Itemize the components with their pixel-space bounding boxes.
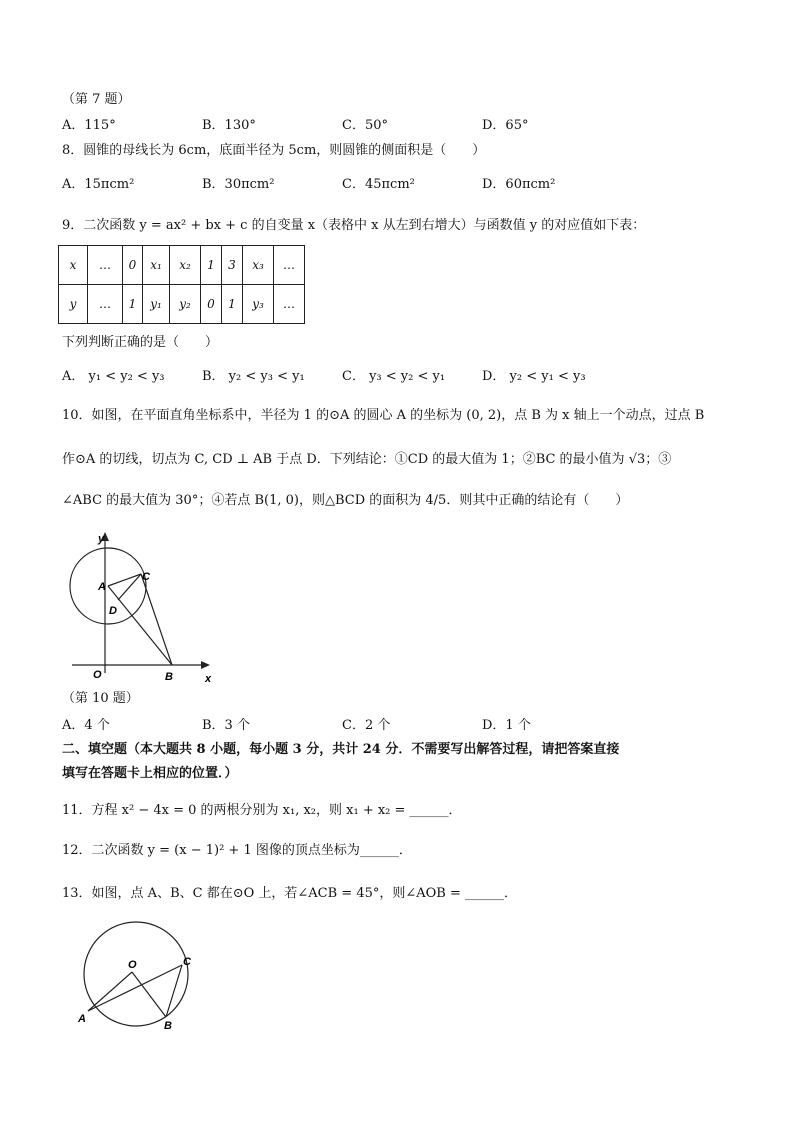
q12-stem: 12．二次函数 y = (x − 1)² + 1 图像的顶点坐标为______． — [62, 843, 412, 858]
table-row-x — [59, 246, 305, 285]
table-cell: y₂ — [170, 285, 201, 324]
table-cell: x₁ — [143, 246, 170, 285]
q13-figure — [70, 918, 210, 1030]
q10-line-1: 10．如图，在平面直角坐标系中，半径为 1 的⊙A 的圆心 A 的坐标为 (0, 2)，点 B 为 x 轴上一个动点，过点 B — [62, 408, 705, 423]
q7-option-d: D．65° — [482, 118, 529, 133]
q10-option-c: C．2 个 — [342, 718, 391, 733]
x-axis-arrow — [201, 661, 210, 669]
q9-value-table — [58, 245, 305, 324]
q7-caption: （第 7 题） — [62, 92, 131, 107]
table-cell: x — [59, 246, 88, 285]
q13-stem: 13．如图，点 A、B、C 都在⊙O 上，若∠ACB = 45°，则∠AOB = ______． — [62, 886, 518, 901]
table-cell: … — [274, 246, 305, 285]
table-cell: … — [274, 285, 305, 324]
q10-option-a: A．4 个 — [62, 718, 110, 733]
label-a: A — [78, 1013, 86, 1025]
q9-option-b: B． y₂ < y₃ < y₁ — [202, 369, 305, 384]
q8-option-b: B．30πcm² — [202, 177, 275, 192]
table-row-y — [59, 285, 305, 324]
q10-caption: （第 10 题） — [62, 691, 139, 706]
q8-stem: 8．圆锥的母线长为 6cm，底面半径为 5cm，则圆锥的侧面积是（ ） — [62, 143, 486, 158]
table-cell: y₃ — [243, 285, 274, 324]
section-2-heading-line-2: 填写在答题卡上相应的位置．） — [62, 766, 238, 781]
table-cell: y — [59, 285, 88, 324]
q10-option-b: B．3 个 — [202, 718, 250, 733]
label-o: O — [128, 959, 137, 971]
table-cell: 0 — [201, 285, 222, 324]
q9-option-c: C． y₃ < y₂ < y₁ — [342, 369, 446, 384]
table-cell: … — [88, 285, 123, 324]
segment-ab — [108, 586, 172, 665]
label-c: C — [142, 571, 150, 583]
q10-figure — [60, 528, 220, 688]
q10-option-d: D．1 个 — [482, 718, 531, 733]
label-c: C — [183, 956, 191, 968]
table-cell: 0 — [123, 246, 143, 285]
q7-option-b: B．130° — [202, 118, 256, 133]
q9-option-d: D． y₂ < y₁ < y₃ — [482, 369, 586, 384]
table-cell: x₂ — [170, 246, 201, 285]
table-cell: y₁ — [143, 285, 170, 324]
q9-option-a: A． y₁ < y₂ < y₃ — [62, 369, 165, 384]
q9-prompt: 下列判断正确的是（ ） — [62, 335, 219, 350]
q10-line-2: 作⊙A 的切线，切点为 C, CD ⊥ AB 于点 D．下列结论：①CD 的最大值为 1；②BC 的最小值为 √3；③ — [62, 452, 672, 467]
q8-option-d: D．60πcm² — [482, 177, 556, 192]
label-b: B — [164, 1020, 172, 1030]
table-cell: 1 — [123, 285, 143, 324]
table-cell: 1 — [201, 246, 222, 285]
circle-o — [84, 922, 188, 1026]
segment-ac — [88, 965, 182, 1011]
label-d: D — [109, 605, 117, 617]
segment-oa — [88, 972, 132, 1011]
q7-option-c: C．50° — [342, 118, 388, 133]
q9-stem: 9．二次函数 y = ax² + bx + c 的自变量 x（表格中 x 从左到右增大）与函数值 y 的对应值如下表： — [62, 218, 646, 233]
q10-line-3: ∠ABC 的最大值为 30°；④若点 B(1, 0)，则△BCD 的面积为 4/5．则其中正确的结论有（ ） — [62, 493, 629, 508]
table-cell: 3 — [222, 246, 243, 285]
label-b: B — [165, 671, 173, 683]
label-o: O — [93, 669, 102, 681]
label-x: x — [205, 673, 212, 685]
segment-bc — [141, 574, 172, 665]
segment-ob — [132, 972, 166, 1017]
q11-stem: 11．方程 x² − 4x = 0 的两根分别为 x₁, x₂，则 x₁ + x₂ = ______． — [62, 803, 462, 818]
q8-option-a: A．15πcm² — [62, 177, 135, 192]
label-y: y — [98, 533, 105, 545]
table-cell: x₃ — [243, 246, 274, 285]
section-2-heading-line-1: 二、填空题（本大题共 8 小题，每小题 3 分，共计 24 分．不需要写出解答过程，请把答案直接 — [62, 742, 620, 757]
table-cell: … — [88, 246, 123, 285]
label-a: A — [98, 581, 106, 593]
q8-option-c: C．45πcm² — [342, 177, 415, 192]
q7-option-a: A．115° — [62, 118, 116, 133]
table-cell: 1 — [222, 285, 243, 324]
